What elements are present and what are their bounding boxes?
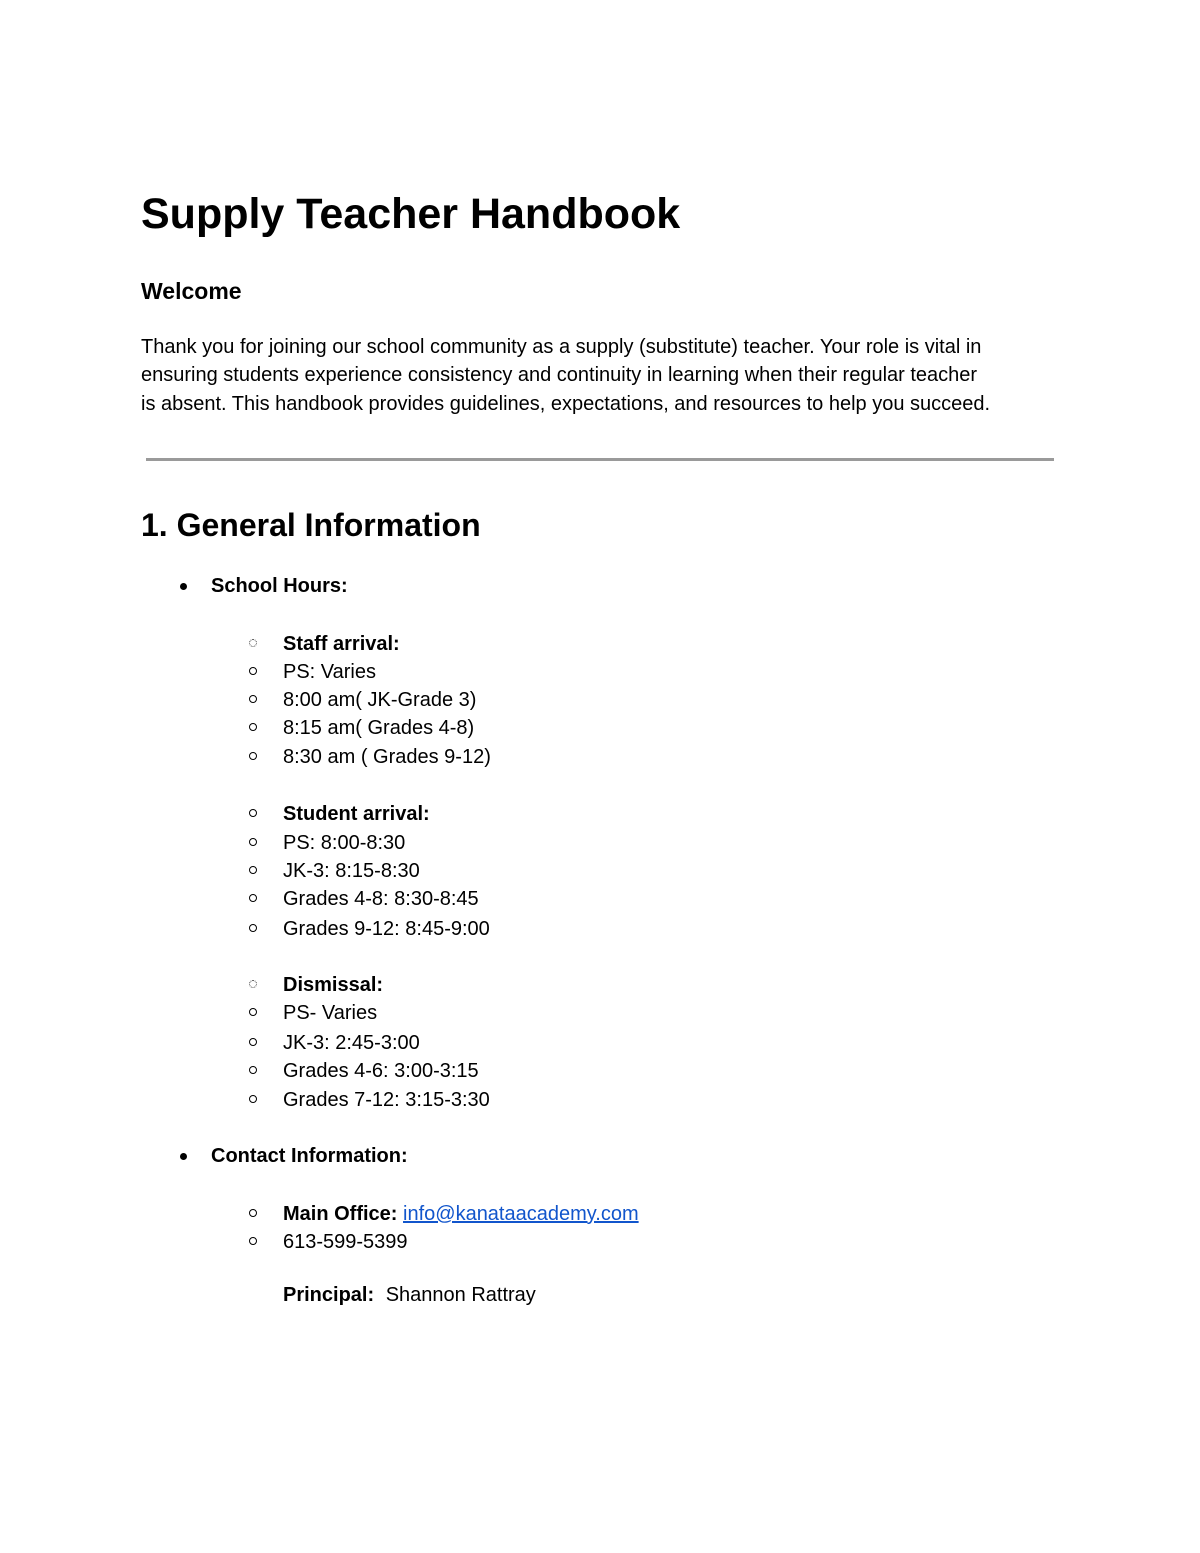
main-office-label: Main Office:: [283, 1203, 398, 1225]
subheading-dismissal: Dismissal:: [283, 974, 384, 996]
list-item-text: JK-3: 2:45-3:00: [283, 1032, 420, 1054]
list-item: [249, 829, 949, 857]
sub-bullet-icon: [249, 1209, 257, 1217]
bullet-icon: [180, 1153, 187, 1160]
sub-bullet-icon: [249, 667, 257, 675]
sub-bullet-icon: [249, 894, 257, 902]
list-item-text: 8:15 am( Grades 4-8): [283, 717, 475, 739]
sub-bullet-icon: [249, 1237, 257, 1245]
main-office-email-link[interactable]: info@kanataacademy.com: [403, 1203, 639, 1225]
principal-name: Shannon Rattray: [385, 1284, 536, 1306]
list-item: [249, 915, 949, 943]
section-heading-general-information: 1. General Information: [141, 507, 481, 543]
sub-bullet-icon: [249, 1095, 257, 1103]
list-item: [249, 743, 949, 771]
subheading-staff-arrival: Staff arrival:: [283, 633, 400, 655]
list-item-text: PS: 8:00-8:30: [283, 832, 406, 854]
list-item-text: Grades 4-6: 3:00-3:15: [283, 1060, 479, 1082]
sub-bullet-icon: [249, 838, 257, 846]
welcome-heading: Welcome: [141, 278, 242, 304]
sub-bullet-icon: [249, 723, 257, 731]
list-item: [249, 857, 949, 885]
phone-number: 613-599-5399: [283, 1231, 408, 1253]
sub-bullet-icon: [249, 639, 257, 647]
intro-paragraph: [141, 333, 1071, 418]
list-item: [249, 1029, 949, 1057]
sub-bullet-icon: [249, 1038, 257, 1046]
list-item-text: JK-3: 8:15-8:30: [283, 860, 420, 882]
subheading-student-arrival: Student arrival:: [283, 803, 430, 825]
principal-label: Principal:: [283, 1284, 375, 1306]
list-item: [249, 658, 949, 686]
list-item-phone: [249, 1228, 949, 1256]
list-item-text: Grades 4-8: 8:30-8:45: [283, 888, 479, 910]
list-item-text: Grades 9-12: 8:45-9:00: [283, 918, 490, 940]
horizontal-divider: [146, 458, 1054, 461]
sub-bullet-icon: [249, 752, 257, 760]
sub-bullet-icon: [249, 695, 257, 703]
list-item-main-office: [249, 1200, 949, 1228]
sub-bullet-icon: [249, 1008, 257, 1016]
list-item-staff-arrival: [249, 630, 949, 658]
list-item: [249, 1086, 949, 1114]
bullet-school-hours: [180, 572, 780, 600]
main-office-line: [283, 1200, 639, 1228]
list-item: [249, 714, 949, 742]
list-item-text: PS: Varies: [283, 661, 376, 683]
list-item: [249, 885, 949, 913]
list-item-student-arrival: [249, 800, 949, 828]
sub-bullet-icon: [249, 809, 257, 817]
list-item-text: 8:00 am( JK-Grade 3): [283, 689, 477, 711]
list-item: [249, 999, 949, 1027]
list-item-text: PS- Varies: [283, 1002, 378, 1024]
sub-bullet-icon: [249, 866, 257, 874]
bullet-icon: [180, 583, 187, 590]
list-item: [249, 686, 949, 714]
list-item: [249, 1057, 949, 1085]
sub-bullet-icon: [249, 1066, 257, 1074]
list-item-text: 8:30 am ( Grades 9-12): [283, 746, 491, 768]
bullet-label: Contact Information:: [211, 1145, 408, 1167]
intro-line: Thank you for joining our school community as a supply (substitute) teacher. Your role is vital in: [141, 336, 982, 358]
intro-line: is absent. This handbook provides guidelines, expectations, and resources to help you succeed.: [141, 392, 991, 415]
list-item-text: Grades 7-12: 3:15-3:30: [283, 1089, 490, 1111]
intro-line: ensuring students experience consistency and continuity in learning when their regular teacher: [141, 364, 978, 387]
document-title: Supply Teacher Handbook: [141, 190, 681, 238]
bullet-label: School Hours:: [211, 575, 348, 597]
sub-bullet-icon: [249, 980, 257, 988]
sub-bullet-icon: [249, 924, 257, 932]
list-item-dismissal: [249, 971, 949, 999]
principal-line: [283, 1281, 536, 1309]
bullet-contact-information: [180, 1142, 780, 1170]
